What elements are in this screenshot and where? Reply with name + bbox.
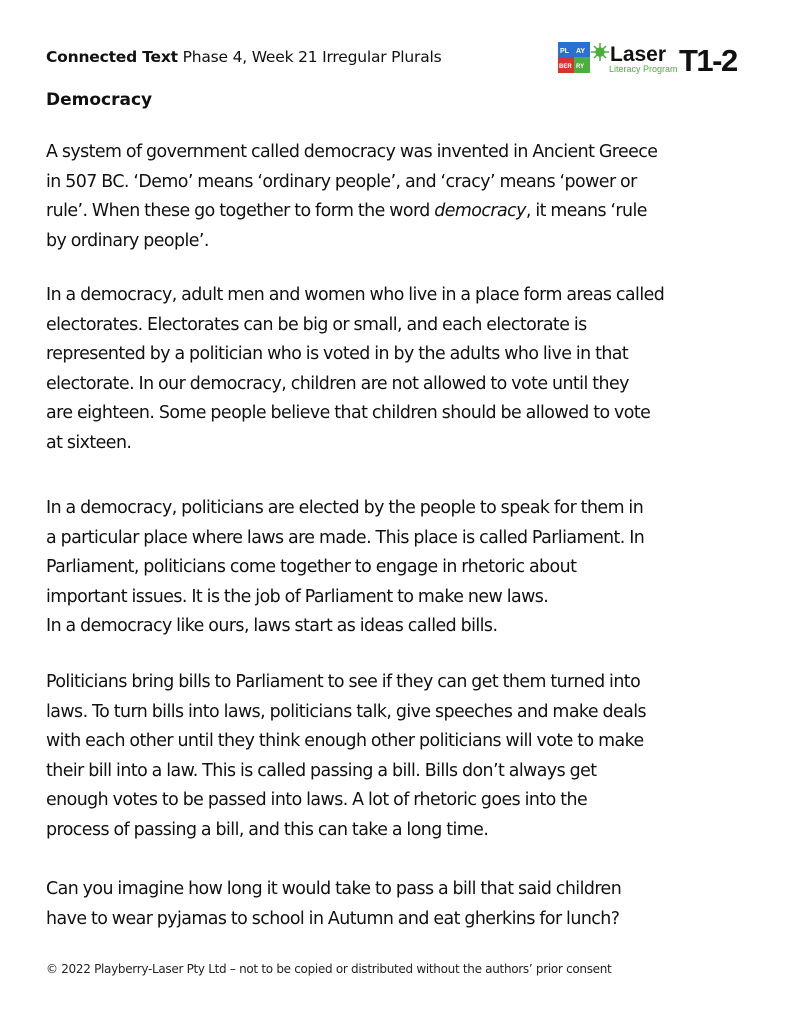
page-header: [46, 48, 441, 66]
text-line: represented by a politician who is voted in by the adults who live in that: [46, 344, 629, 364]
text-line: A system of government called democracy was invented in Ancient Greece: [46, 142, 658, 162]
text-line: Politicians bring bills to Parliament to see if they can get them turned into: [46, 672, 641, 692]
text-line: important issues. It is the job of Parliament to make new laws.: [46, 586, 549, 607]
text-line: electorates. Electorates can be big or small, and each electorate is: [46, 314, 587, 335]
text-line-end: , it means ‘rule: [525, 201, 647, 221]
text-line: have to wear pyjamas to school in Autumn and eat gherkins for lunch?: [46, 908, 620, 929]
text-line: In a democracy, politicians are elected by the people to speak for them in: [46, 498, 644, 518]
text-line: Can you imagine how long it would take to pass a bill that said children: [46, 879, 622, 899]
laser-literacy-logo: [558, 40, 748, 76]
text-line: a particular place where laws are made. This place is called Parliament. In: [46, 527, 645, 548]
text-line: In a democracy like ours, laws start as ideas called bills.: [46, 616, 498, 636]
text-line: process of passing a bill, and this can take a long time.: [46, 819, 489, 840]
text-line: electorate. In our democracy, children are not allowed to vote until they: [46, 373, 629, 394]
text-line: are eighteen. Some people believe that children should be allowed to vote: [46, 403, 651, 423]
italic-word: democracy: [434, 201, 526, 221]
text-line: laws. To turn bills into laws, politicians talk, give speeches and make deals: [46, 701, 646, 722]
laser-burst-icon: [591, 43, 609, 61]
logo-brand: Laser: [610, 43, 667, 66]
paragraph-3: [46, 494, 756, 642]
playberry-puzzle-icon: [558, 42, 590, 73]
puzzle-text-pl: PL: [560, 48, 569, 55]
text-line: at sixteen.: [46, 432, 132, 453]
paragraph-2: [46, 281, 756, 458]
paragraph-5: [46, 875, 756, 934]
text-line: Parliament, politicians come together to engage in rhetoric about: [46, 557, 577, 577]
text-line: in 507 BC. ‘Demo’ means ‘ordinary people’, and ‘cracy’ means ‘power or: [46, 171, 637, 192]
document-title: Democracy: [46, 90, 153, 110]
puzzle-text-ber: BER: [559, 64, 572, 70]
paragraph-1: [46, 138, 756, 256]
text-line: by ordinary people’.: [46, 230, 209, 251]
header-label-bold: Connected Text: [46, 48, 178, 66]
logo-tagline: Literacy Program: [609, 64, 678, 74]
text-line-start: rule’. When these go together to form the word: [46, 201, 435, 221]
puzzle-text-ry: RY: [576, 64, 585, 70]
copyright-footer: © 2022 Playberry-Laser Pty Ltd – not to be copied or distributed without the authors’ prior consent: [46, 962, 612, 976]
text-line: enough votes to be passed into laws. A lot of rhetoric goes into the: [46, 790, 588, 810]
text-line: their bill into a law. This is called passing a bill. Bills don’t always get: [46, 760, 597, 781]
logo-level: T1-2: [679, 43, 737, 76]
text-line: [46, 197, 756, 227]
text-line: with each other until they think enough other politicians will vote to make: [46, 731, 644, 751]
header-label-rest: Phase 4, Week 21 Irregular Plurals: [177, 48, 442, 66]
paragraph-4: [46, 668, 756, 845]
puzzle-text-ay: AY: [576, 48, 586, 55]
text-line: In a democracy, adult men and women who live in a place form areas called: [46, 285, 665, 305]
